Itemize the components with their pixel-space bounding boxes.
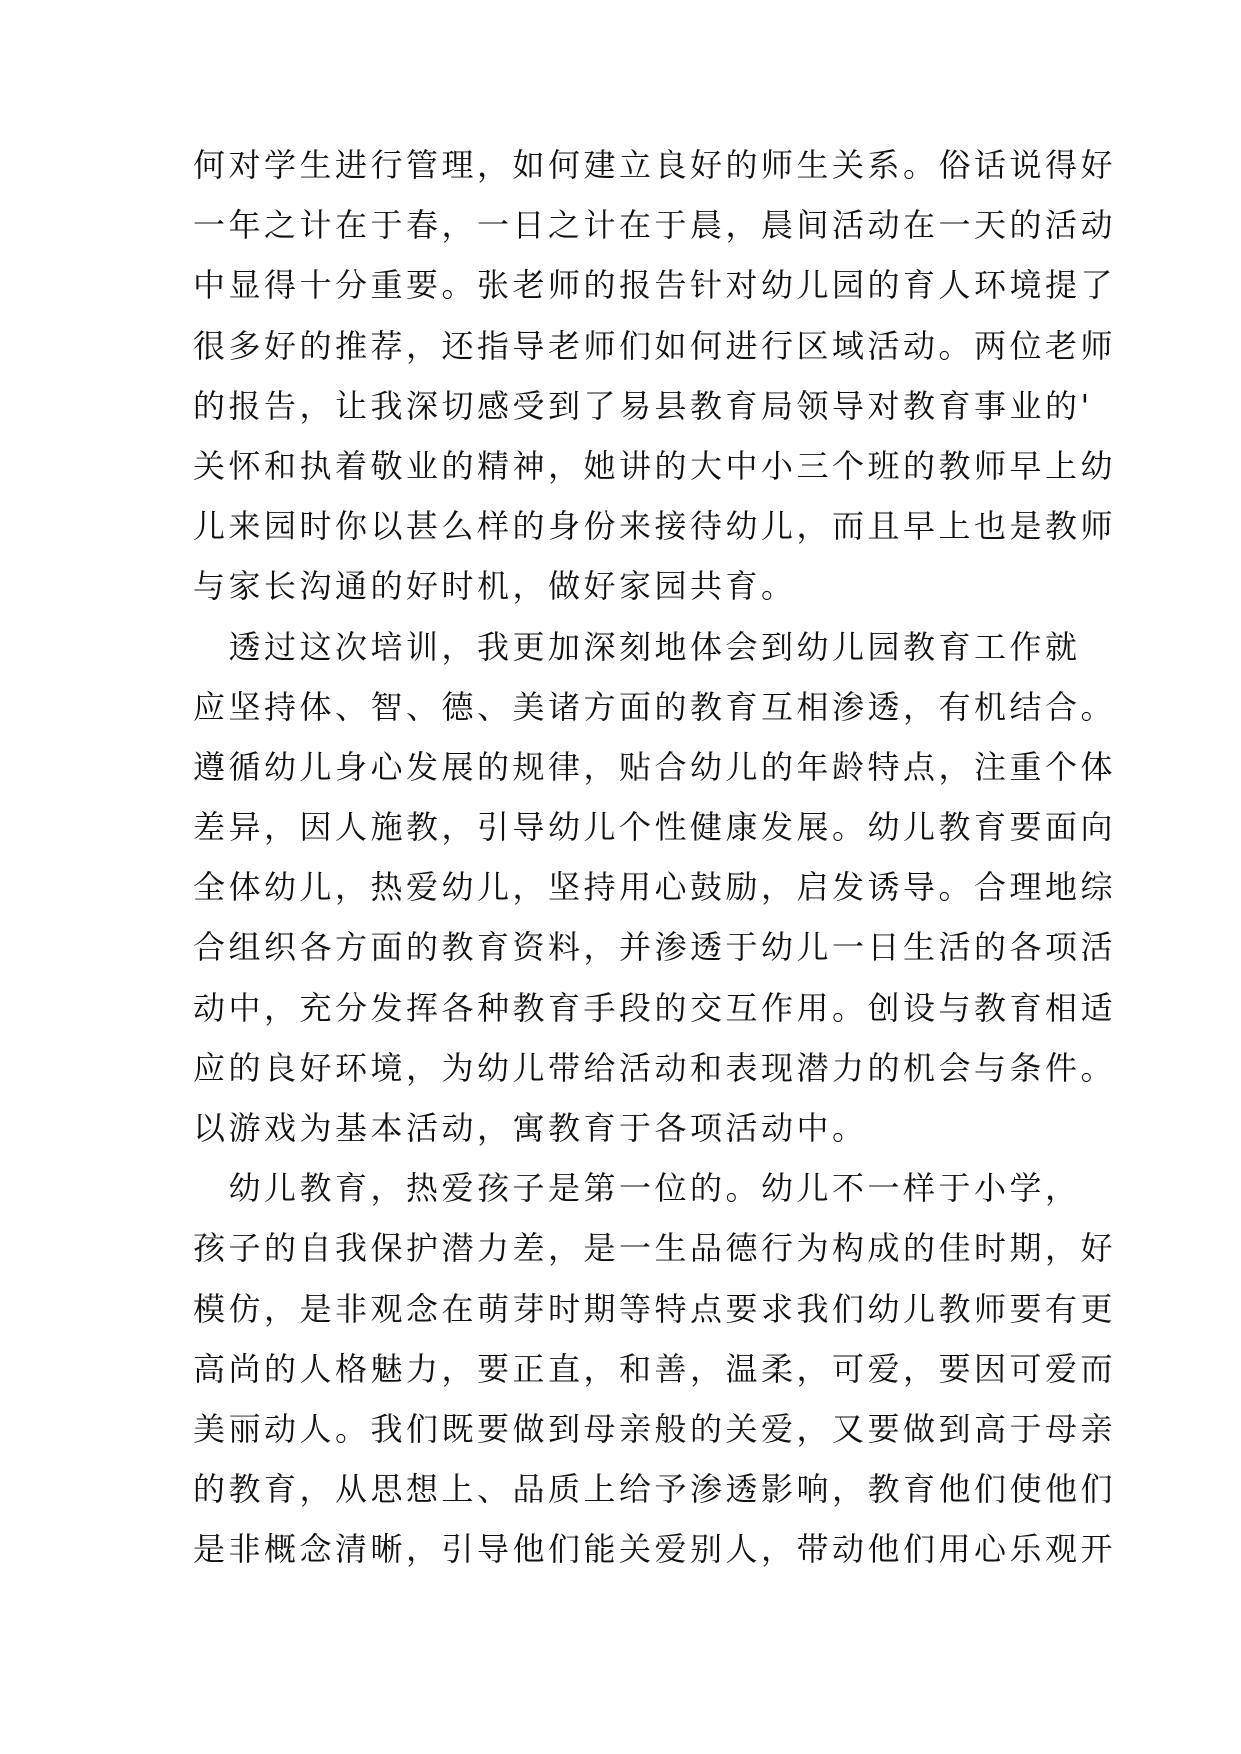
text-line: 差异，因人施教，引导幼儿个性健康发展。幼儿教育要面向 (193, 808, 1117, 847)
body-text (193, 135, 1117, 1580)
text-line: 何对学生进行管理，如何建立良好的师生关系。俗话说得好 (193, 146, 1117, 184)
text-line: 高尚的人格魅力，要正直，和善，温柔，可爱，要因可爱而 (193, 1349, 1117, 1388)
text-line: 幼儿教育，热爱孩子是第一位的。幼儿不一样于小学， (193, 1169, 1081, 1208)
text-line: 模仿，是非观念在萌芽时期等特点要求我们幼儿教师要有更 (193, 1289, 1117, 1328)
text-line: 关怀和执着敬业的精神，她讲的大中小三个班的教师早上幼 (193, 446, 1117, 485)
text-line: 透过这次培训，我更加深刻地体会到幼儿园教育工作就 (193, 627, 1081, 666)
text-line: 的教育，从思想上、品质上给予渗透影响，教育他们使他们 (193, 1470, 1117, 1509)
text-line: 美丽动人。我们既要做到母亲般的关爱，又要做到高于母亲 (193, 1409, 1117, 1448)
text-line: 一年之计在于春，一日之计在于晨，晨间活动在一天的活动 (193, 206, 1117, 245)
text-line: 儿来园时你以甚么样的身份来接待幼儿，而且早上也是教师 (193, 507, 1117, 546)
text-line: 动中，充分发挥各种教育手段的交互作用。创设与教育相适 (193, 988, 1117, 1027)
text-line: 孩子的自我保护潜力差，是一生品德行为构成的佳时期，好 (193, 1229, 1117, 1268)
text-line: 中显得十分重要。张老师的报告针对幼儿园的育人环境提了 (193, 266, 1117, 305)
text-line: 应的良好环境，为幼儿带给活动和表现潜力的机会与条件。 (193, 1048, 1117, 1087)
text-line: 的报告，让我深切感受到了易县教育局领导对教育事业的' (193, 386, 1093, 425)
text-line: 全体幼儿，热爱幼儿，坚持用心鼓励，启发诱导。合理地综 (193, 868, 1117, 907)
text-line: 应坚持体、智、德、美诸方面的教育互相渗透，有机结合。 (193, 687, 1117, 726)
text-line: 很多好的推荐，还指导老师们如何进行区域活动。两位老师 (193, 326, 1117, 365)
text-line: 遵循幼儿身心发展的规律，贴合幼儿的年龄特点，注重个体 (193, 747, 1117, 786)
text-line: 是非概念清晰，引导他们能关爱别人，带动他们用心乐观开 (193, 1530, 1117, 1569)
text-line: 以游戏为基本活动，寓教育于各项活动中。 (193, 1109, 868, 1147)
text-line: 合组织各方面的教育资料，并渗透于幼儿一日生活的各项活 (193, 928, 1117, 967)
text-line: 与家长沟通的好时机，做好家园共育。 (193, 567, 797, 606)
